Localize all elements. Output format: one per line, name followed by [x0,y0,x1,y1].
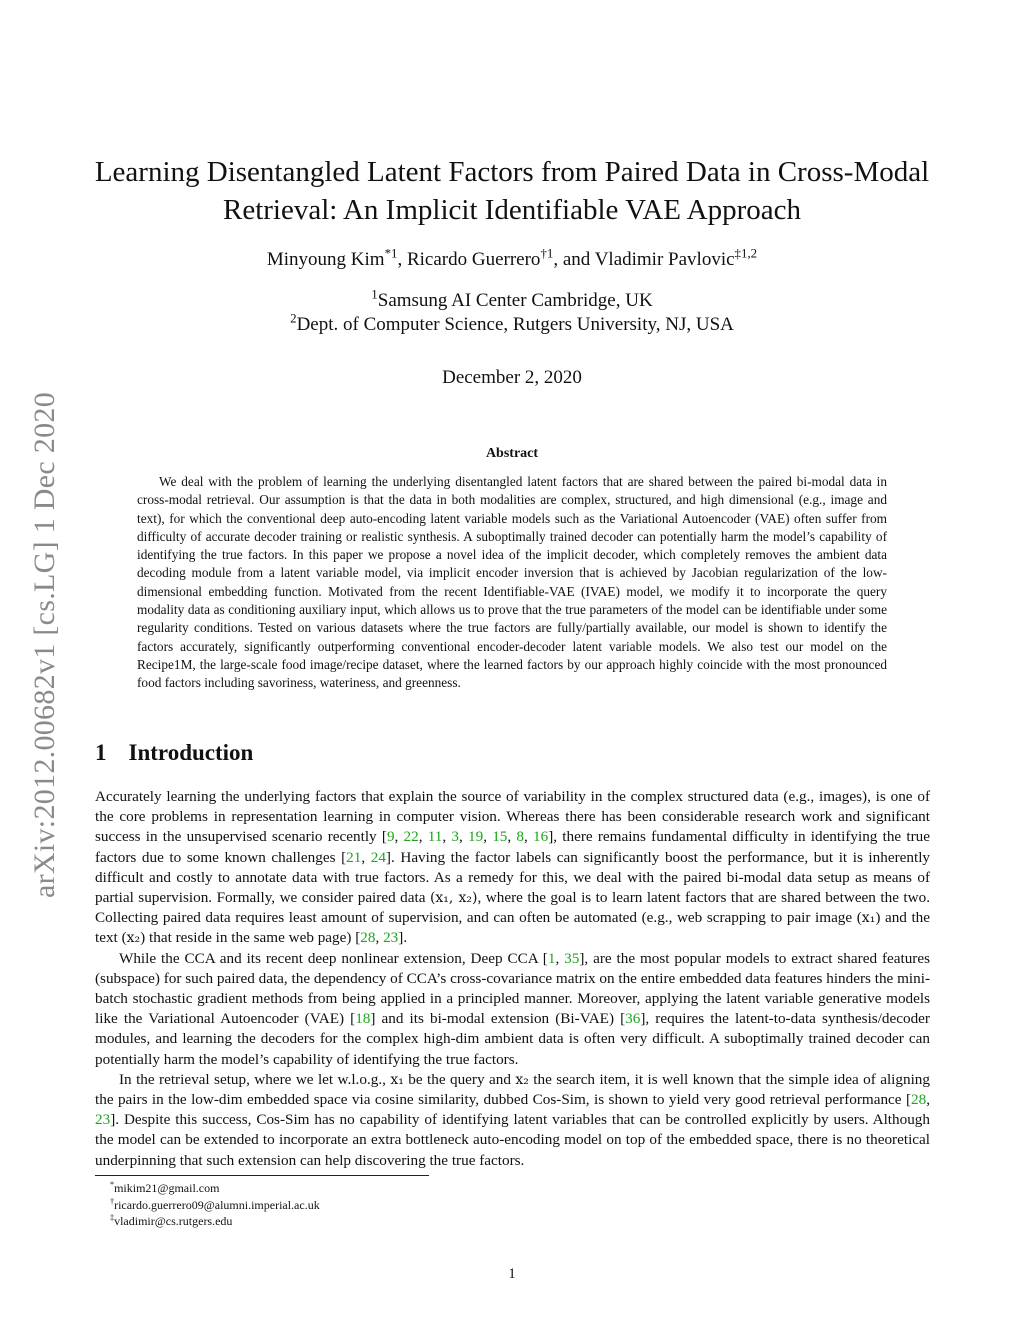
affiliation [80,310,944,337]
abstract-text: We deal with the problem of learning the underlying disentangled latent factors that are shared between the paired bi-modal data in cross-modal retrieval. Our assumption is that the data in both modalities are complex, structured, and high dimensional (e.g., image and text), for which the conventional deep auto-encoding latent variable models such as the Variational Autoencoder (VAE) often suffer from difficulty of accurate decoder training or realistic synthesis. A suboptimally trained decoder can potentially harm the model’s capability of identifying the true factors. In this paper we propose a novel idea of the implicit decoder, which completely removes the ambient data decoding module from a latent variable model, via implicit encoder inversion that is achieved by Jacobian regularization of the low-dimensional embedding function. Motivated from the recent Identifiable-VAE (IVAE) model, we modify it to incorporate the query modality data as conditioning auxiliary input, which allows us to prove that the true parameters of the model can be identifiable under some regularity conditions. Tested on various datasets where the true factors are fully/partially available, our model is shown to identify the factors accurately, significantly outperforming conventional encoder-decoder latent variable models. We also test our model on the Recipe1M, the large-scale food image/recipe dataset, where the learned factors by our approach highly coincide with the most pronounced food factors including savoriness, wateriness, and greenness. [137,474,887,691]
text-run: , [394,828,404,846]
author-mark: †1 [540,245,554,261]
citation-link[interactable]: 24 [370,848,386,866]
text-run: be the query and [403,1070,516,1088]
citation-link[interactable]: 28 [911,1091,927,1109]
text-run: the search item, it is well known that the simple idea of aligning the pairs in the low-dim embedded space via cosine similarity, dubbed Cos-Sim, is shown to yield very good retrieval performance [ [95,1070,930,1109]
affiliation-mark: 1 [371,286,378,302]
text-run: , [507,828,517,846]
text-run: , [555,949,565,967]
affiliation [80,286,944,313]
text-run: ]. Having the factor labels can significantly boost the performance, but it is inherently difficult and costly to annotate data with true factors. As a remedy for this, we deal with the paired bi-modal data setup as means of partial supervision. Formally, we consider paired data [95,848,931,907]
citation-link[interactable]: 3 [451,828,459,846]
citation-link[interactable]: 23 [383,929,399,947]
text-run: , where the goal is to learn latent factors that are shared between the two. Collecting paired data requires least amount of supervision, and can often be automated (e.g., web scrapping to pair image ( [95,889,931,927]
citation-link[interactable]: 18 [355,1010,371,1028]
text-run: ], requires the latent-to-data synthesis/decoder modules, and learning the decoders for the complex high-dim ambient data is often very difficult. A suboptimally trained decoder can potentially harm the model’s capability of identifying the true factors. [95,1010,930,1068]
text-run: Accurately learning the underlying factors that explain the source of variability in the complex structured data (e.g., images), is one of the core problems in representation learning in computer vision. Whereas there has been considerable research work and significant success in the unsupervised scenario recently [ [95,788,930,846]
text-run: ], there remains fundamental difficulty in identifying the true factors due to some known challenges [ [95,828,931,866]
text-run: ]. Despite this success, Cos-Sim has no capability of identifying latent variables that can be controlled explicitly by users. Although the model can be extended to incorporate an extra bottleneck auto-encoding model on top of the embedded space, there is no theoretical underpinning that such extension can help discovering the true factors. [95,1111,930,1169]
introduction-body [95,787,930,1171]
arxiv-sidebar-id: arXiv:2012.00682v1 [cs.LG] 1 Dec 2020 [28,392,61,898]
footnote-text: vladimir@cs.rutgers.edu [114,1214,233,1228]
abstract-heading: Abstract [485,446,539,461]
footnote-text: mikim21@gmail.com [114,1181,220,1195]
text-run: In the retrieval setup, where we let w.l.o.g., [119,1070,391,1088]
affiliation-text: Dept. of Computer Science, Rutgers University, NJ, USA [296,314,734,335]
text-run: , [361,848,371,866]
footnote-text: ricardo.guerrero09@alumni.imperial.ac.uk [114,1197,320,1212]
author-name: Minyoung Kim [266,249,385,270]
affiliations [80,286,944,337]
citation-link[interactable]: 21 [346,848,362,866]
author-name: Vladimir Pavlovic [594,249,735,270]
text-run: ], are the most popular models to extract shared features (subspace) for such paired data, the dependency of CCA’s cross-covariance matrix on the entire embedded data features hinders the mini-batch stochastic gradient methods from being applied in a principled manner. Moreover, applying the latent variable generative models like the Variational Autoencoder (VAE) [ [95,949,930,1028]
paper-date: December 2, 2020 [442,367,582,388]
page-number: 1 [508,1266,516,1282]
author-separator: , and [553,249,595,270]
footnote [110,1197,320,1214]
text-run: , [926,1091,930,1109]
footnote [110,1213,320,1230]
author-mark: *1 [384,245,398,261]
text-run: , [442,828,452,846]
affiliation-text: Samsung AI Center Cambridge, UK [377,290,653,311]
author-name: Ricardo Guerrero [406,249,541,270]
footnote [110,1180,320,1197]
math-symbol: x₁ [390,1071,404,1088]
intro-paragraph [95,949,930,1070]
text-run: , [375,929,384,947]
text-run: , [483,828,493,846]
text-run: , [458,828,468,846]
text-run: , [418,828,428,846]
citation-link[interactable]: 1 [547,949,556,967]
citation-link[interactable]: 36 [625,1010,641,1028]
footnote-mark: * [110,1180,115,1189]
text-run: ) and the text ( [95,909,931,947]
citation-link[interactable]: 23 [95,1111,111,1129]
text-run: , [524,828,534,846]
math-symbol: x₁ [861,910,876,927]
math-symbol: (x₁, x₂) [429,890,478,907]
footnote-mark: † [110,1196,115,1206]
footnotes [110,1180,320,1230]
section-number: 1 [95,740,107,765]
author-separator: , [397,249,407,270]
text-run: While the CCA and its recent deep nonlinear extension, Deep CCA [ [119,949,548,967]
citation-link[interactable]: 9 [386,828,395,846]
footnote-mark: ‡ [110,1213,115,1222]
citation-link[interactable]: 15 [492,828,508,846]
footnote-rule [95,1175,429,1176]
affiliation-mark: 2 [290,310,297,326]
section-title: Introduction [128,740,254,765]
citation-link[interactable]: 8 [516,828,524,846]
citation-link[interactable]: 16 [533,828,549,846]
intro-paragraph [95,787,930,949]
math-symbol: x₂ [515,1071,529,1088]
section-heading [95,740,253,766]
citation-link[interactable]: 28 [360,929,376,947]
text-run: ) that reside in the same web page) [ [140,929,361,947]
text-run: ] and its bi-modal extension (Bi-VAE) [ [370,1010,626,1028]
intro-paragraph [95,1070,930,1171]
math-symbol: x₂ [126,930,141,947]
citation-link[interactable]: 11 [427,828,443,846]
citation-link[interactable]: 19 [468,828,484,846]
citation-link[interactable]: 22 [403,828,419,846]
citation-link[interactable]: 35 [564,949,580,967]
author-mark: ‡1,2 [734,245,758,261]
text-run: ]. [398,929,408,947]
paper-title: Learning Disentangled Latent Factors from Paired Data in Cross-Modal Retrieval: An Implicit Identifiable VAE Approach [94,156,930,226]
author-list [80,245,944,272]
